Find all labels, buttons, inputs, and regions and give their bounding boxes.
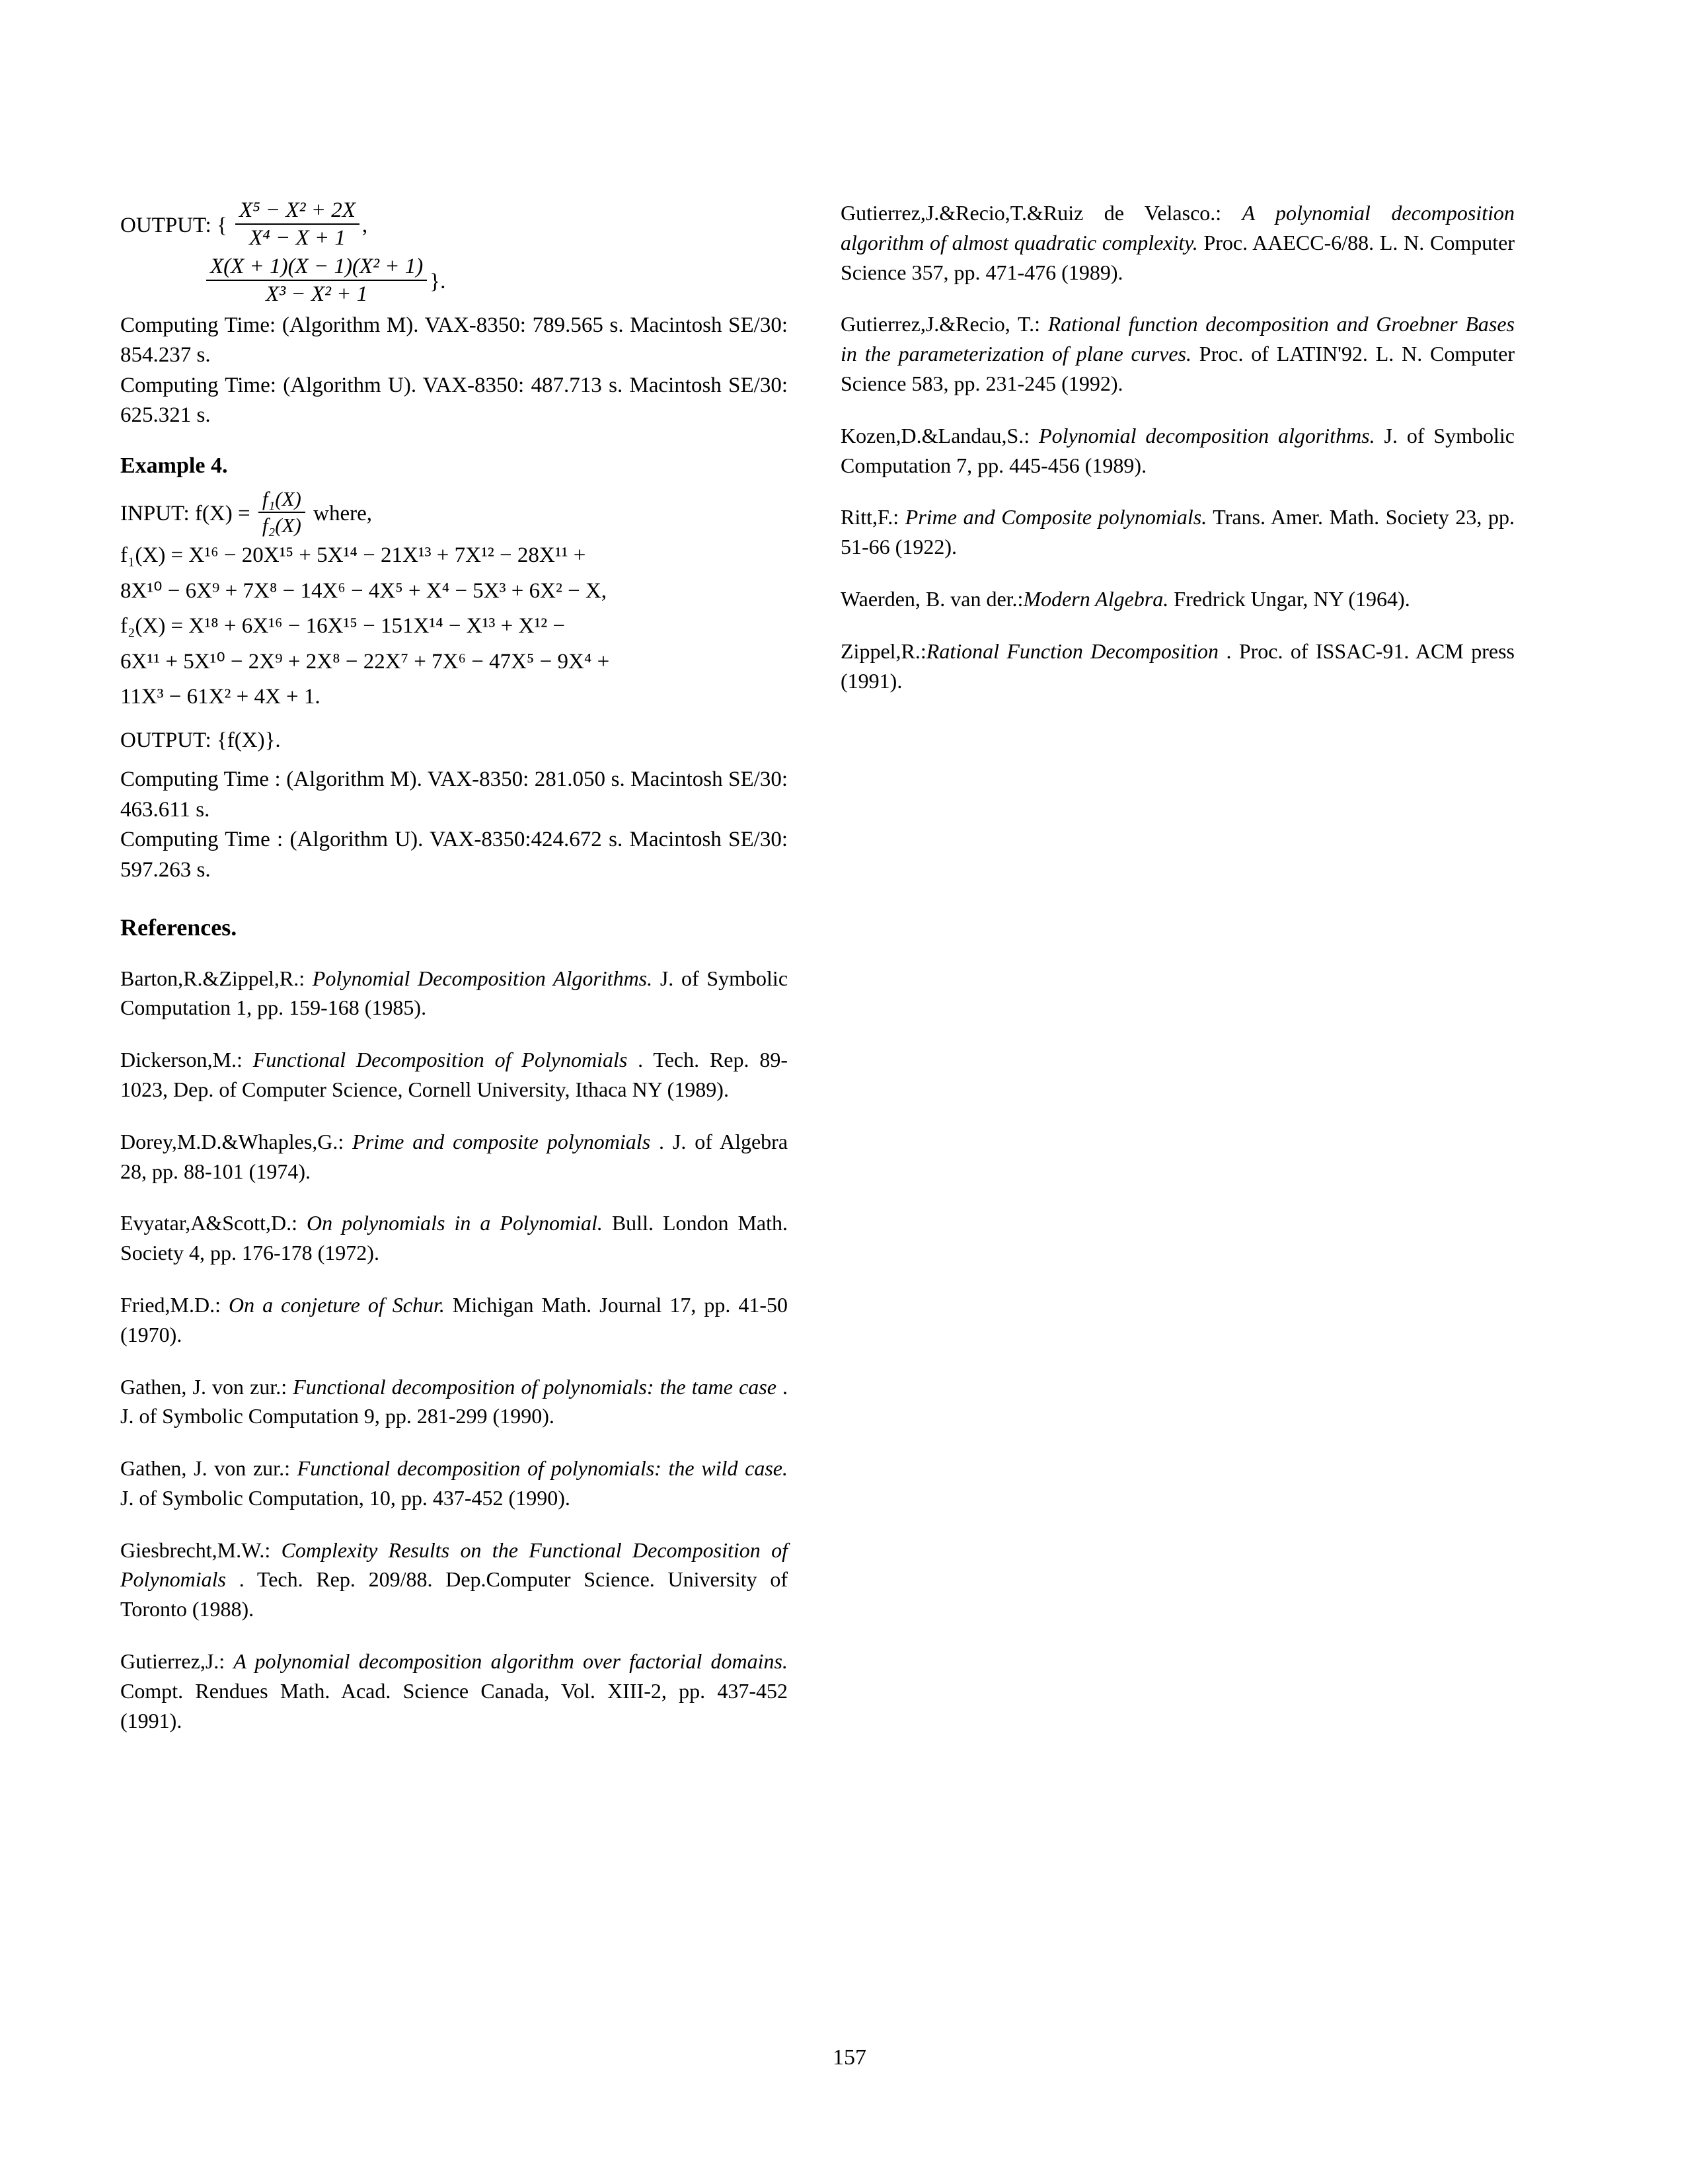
reference-entry	[841, 584, 1515, 614]
left-column	[120, 198, 788, 1735]
reference-entry	[841, 198, 1515, 287]
reference-title: A polynomial decomposition algorithm of almost quadratic complexity.	[841, 201, 1515, 254]
reference-title: On a conjeture of Schur.	[229, 1292, 445, 1317]
output-label: OUTPUT: {	[120, 213, 227, 237]
reference-source: . J. of Symbolic Computation 9, pp. 281-299 (1990).	[120, 1374, 788, 1428]
reference-authors: Gutierrez,J.&Recio,T.&Ruiz de Velasco.:	[841, 201, 1242, 225]
output-2-line: OUTPUT: {f(X)}.	[120, 728, 281, 752]
output-expression-row-2	[204, 254, 788, 307]
reference-authors: Dorey,M.D.&Whaples,G.:	[120, 1129, 353, 1153]
reference-title: Prime and composite polynomials	[352, 1129, 651, 1153]
reference-title: Prime and Composite polynomials.	[905, 505, 1207, 529]
reference-source: Trans. Amer. Math. Society 23, pp. 51-66 (1922).	[841, 505, 1515, 559]
reference-entry	[120, 1290, 788, 1350]
computing-time-text: Computing Time: (Algorithm M). VAX-8350: 789.565 s. Macintosh SE/30: 854.237 s.	[120, 313, 788, 368]
input-fraction	[258, 488, 305, 537]
input-definition-line	[120, 488, 788, 537]
reference-entry	[841, 309, 1515, 398]
reference-authors: Barton,R.&Zippel,R.:	[120, 966, 313, 990]
reference-authors: Fried,M.D.:	[120, 1292, 229, 1317]
output-fraction-1-tail: ,	[361, 213, 368, 237]
reference-authors: Gathen, J. von zur.:	[120, 1374, 293, 1399]
reference-entry	[120, 1372, 788, 1432]
reference-authors: Kozen,D.&Landau,S.:	[841, 423, 1039, 448]
reference-source: J. of Symbolic Computation 7, pp. 445-456 (1989).	[841, 423, 1515, 477]
reference-source: J. of Symbolic Computation 1, pp. 159-168 (1985).	[120, 966, 788, 1020]
output-fraction-2-numerator: X(X + 1)(X − 1)(X² + 1)	[206, 254, 427, 281]
reference-title: Rational Function Decomposition	[926, 639, 1219, 663]
f2-line-1: f₂(X) = X¹⁸ + 6X¹⁶ − 16X¹⁵ − 151X¹⁴ − X¹³ + X¹² −	[120, 614, 565, 639]
reference-title: Functional decomposition of polynomials: the wild case.	[297, 1456, 788, 1481]
reference-title: Rational function decomposition and Groebner Bases in the parameterization of plane curves.	[841, 312, 1515, 366]
reference-entry	[841, 502, 1515, 562]
reference-authors: Evyatar,A&Scott,D.:	[120, 1211, 307, 1235]
reference-authors: Waerden, B. van der.:	[841, 586, 1024, 611]
reference-source: . Proc. of ISSAC-91. ACM press (1991).	[841, 639, 1515, 693]
reference-source: Proc. of LATIN'92. L. N. Computer Science 583, pp. 231-245 (1992).	[841, 342, 1515, 395]
reference-entry	[841, 637, 1515, 696]
reference-title: Polynomial decomposition algorithms.	[1039, 423, 1375, 448]
f1-line-2: 8X¹⁰ − 6X⁹ + 7X⁸ − 14X⁶ − 4X⁵ + X⁴ − 5X³ + 6X² − X,	[120, 578, 607, 603]
reference-title: Functional Decomposition of Polynomials	[252, 1048, 628, 1072]
reference-authors: Ritt,F.:	[841, 505, 905, 529]
reference-source: . J. of Algebra 28, pp. 88-101 (1974).	[120, 1129, 788, 1183]
reference-title: Modern Algebra.	[1023, 586, 1169, 611]
right-column	[841, 198, 1515, 695]
reference-source: Fredrick Ungar, NY (1964).	[1168, 586, 1410, 611]
reference-source: Michigan Math. Journal 17, pp. 41-50 (1970).	[120, 1292, 788, 1346]
reference-authors: Gutierrez,J.&Recio, T.:	[841, 312, 1048, 336]
reference-source: . Tech. Rep. 89-1023, Dep. of Computer Science, Cornell University, Ithaca NY (1989).	[120, 1048, 788, 1101]
output-expression-row-1	[120, 198, 788, 251]
reference-entry	[120, 1647, 788, 1735]
input-fraction-numerator: f₁(X)	[258, 488, 305, 513]
output-fraction-2-denominator: X³ − X² + 1	[266, 282, 368, 306]
reference-title: Functional decomposition of polynomials: the tame case	[293, 1374, 776, 1399]
example-4-heading: Example 4.	[120, 453, 228, 478]
reference-entry	[120, 964, 788, 1023]
output-fraction-2	[206, 254, 427, 307]
f2-line-2: 6X¹¹ + 5X¹⁰ − 2X⁹ + 2X⁸ − 22X⁷ + 7X⁶ − 47X⁵ − 9X⁴ +	[120, 649, 610, 674]
reference-entry	[120, 1454, 788, 1513]
reference-authors: Zippel,R.:	[841, 639, 926, 663]
computing-time-text: Computing Time: (Algorithm U). VAX-8350: 487.713 s. Macintosh SE/30: 625.321 s.	[120, 373, 788, 428]
reference-title: Polynomial Decomposition Algorithms.	[312, 966, 653, 990]
computing-time-text: Computing Time : (Algorithm M). VAX-8350: 281.050 s. Macintosh SE/30: 463.611 s.	[120, 767, 788, 822]
input-label: INPUT: f(X) =	[120, 501, 250, 526]
page-number: 157	[833, 2045, 866, 2070]
reference-source: Bull. London Math. Society 4, pp. 176-178 (1972).	[120, 1211, 788, 1265]
reference-authors: Gathen, J. von zur.:	[120, 1456, 297, 1481]
reference-entry	[120, 1045, 788, 1105]
reference-title: Complexity Results on the Functional Decomposition of Polynomials	[120, 1538, 788, 1592]
reference-title: A polynomial decomposition algorithm over factorial domains.	[233, 1649, 788, 1674]
output-fraction-2-tail: }.	[430, 269, 446, 293]
reference-authors: Giesbrecht,M.W.:	[120, 1538, 282, 1562]
computing-time-algorithm-u-2	[120, 825, 788, 885]
reference-entry	[120, 1208, 788, 1268]
output-fraction-1-denominator: X⁴ − X + 1	[249, 225, 346, 250]
references-heading: References.	[120, 914, 237, 941]
output-fraction-1	[235, 198, 359, 251]
reference-authors: Dickerson,M.:	[120, 1048, 253, 1072]
reference-entry	[841, 421, 1515, 481]
reference-title: On polynomials in a Polynomial.	[306, 1211, 603, 1235]
output-fraction-1-numerator: X⁵ − X² + 2X	[235, 198, 359, 225]
f1-line-1: f₁(X) = X¹⁶ − 20X¹⁵ + 5X¹⁴ − 21X¹³ + 7X¹² − 28X¹¹ +	[120, 543, 586, 568]
computing-time-algorithm-m-1	[120, 311, 788, 371]
reference-source: Proc. AAECC-6/88. L. N. Computer Science 357, pp. 471-476 (1989).	[841, 230, 1515, 284]
reference-source: . Tech. Rep. 209/88. Dep.Computer Science. University of Toronto (1988).	[120, 1567, 788, 1621]
reference-source: J. of Symbolic Computation, 10, pp. 437-452 (1990).	[120, 1485, 570, 1510]
computing-time-algorithm-u-1	[120, 371, 788, 431]
two-column-body	[120, 198, 1581, 1735]
reference-source: Compt. Rendues Math. Acad. Science Canada, Vol. XIII-2, pp. 437-452 (1991).	[120, 1678, 788, 1733]
reference-entry	[120, 1536, 788, 1624]
output-expression-block	[120, 198, 788, 307]
computing-time-algorithm-m-2	[120, 765, 788, 825]
f2-line-3: 11X³ − 61X² + 4X + 1.	[120, 685, 321, 709]
input-fraction-denominator: f₂(X)	[262, 513, 301, 537]
reference-entry	[120, 1127, 788, 1187]
input-tail: where,	[313, 501, 372, 526]
reference-authors: Gutierrez,J.:	[120, 1649, 234, 1674]
computing-time-text: Computing Time : (Algorithm U). VAX-8350:424.672 s. Macintosh SE/30: 597.263 s.	[120, 828, 788, 882]
